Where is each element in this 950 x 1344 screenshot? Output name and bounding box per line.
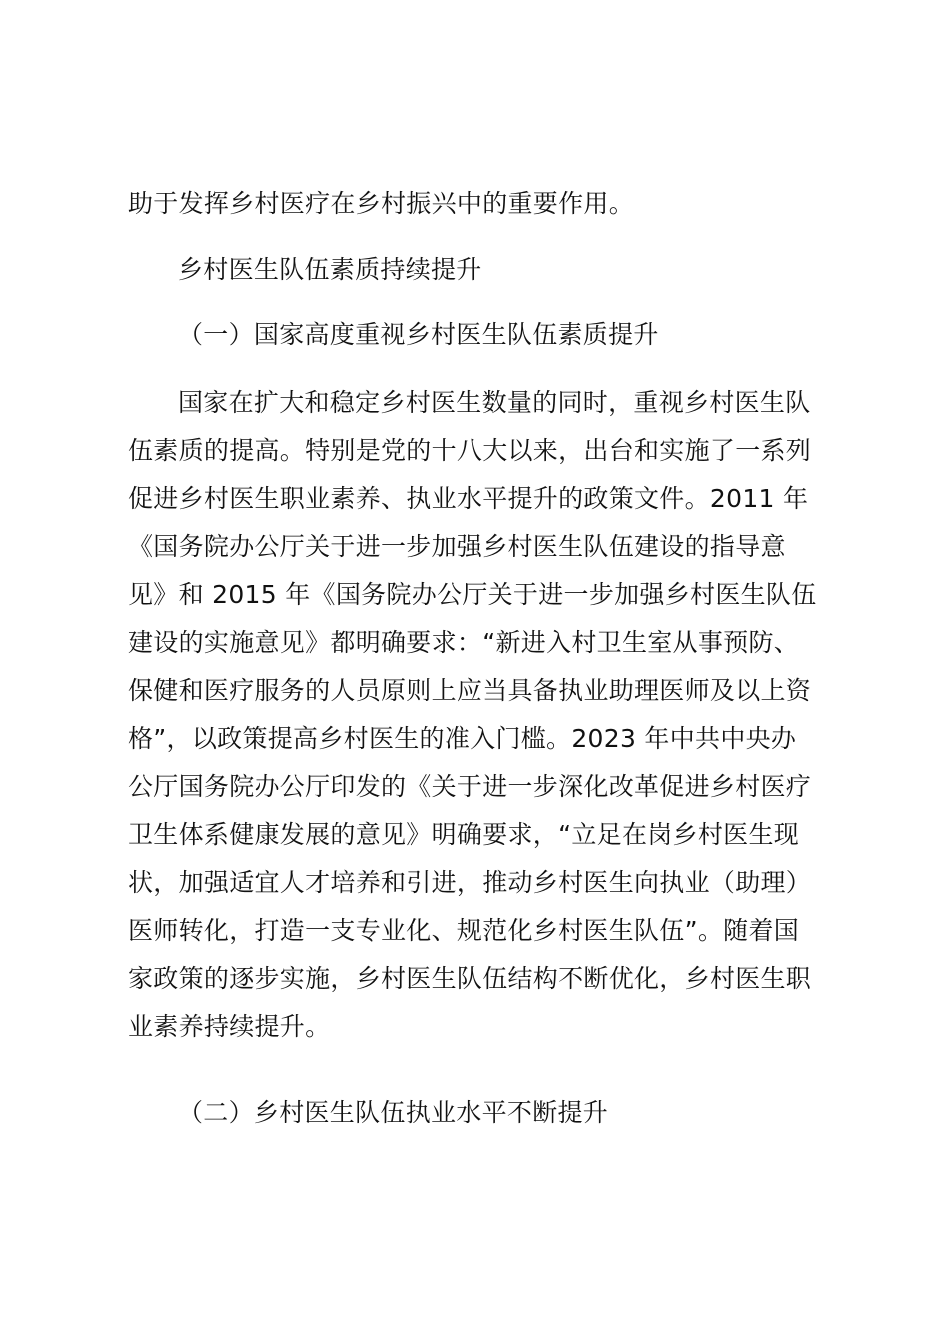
paragraph-line: 见》和 2015 年《国务院办公厅关于进一步加强乡村医生队伍: [128, 580, 817, 609]
subsection-2-title: （二）乡村医生队伍执业水平不断提升: [178, 1098, 609, 1127]
paragraph-line: 建设的实施意见》都明确要求：“新进入村卫生室从事预防、: [128, 628, 800, 657]
section-title: 乡村医生队伍素质持续提升: [178, 255, 482, 284]
paragraph-line: 家政策的逐步实施，乡村医生队伍结构不断优化，乡村医生职: [128, 964, 812, 993]
paragraph-line: 国家在扩大和稳定乡村医生数量的同时，重视乡村医生队: [178, 388, 811, 417]
paragraph-line: 公厅国务院办公厅印发的《关于进一步深化改革促进乡村医疗: [128, 772, 812, 801]
intro-line: 助于发挥乡村医疗在乡村振兴中的重要作用。: [128, 189, 635, 218]
paragraph-line: 《国务院办公厅关于进一步加强乡村医生队伍建设的指导意: [128, 532, 786, 561]
paragraph-line: 促进乡村医生职业素养、执业水平提升的政策文件。2011 年: [128, 484, 809, 513]
paragraph-line: 医师转化，打造一支专业化、规范化乡村医生队伍”。随着国: [128, 916, 800, 945]
subsection-1-title: （一）国家高度重视乡村医生队伍素质提升: [178, 320, 659, 349]
paragraph-line: 格”，以政策提高乡村医生的准入门槛。2023 年中共中央办: [128, 724, 797, 753]
paragraph-line: 伍素质的提高。特别是党的十八大以来，出台和实施了一系列: [128, 436, 812, 465]
paragraph-line: 卫生体系健康发展的意见》明确要求，“立足在岗乡村医生现: [128, 820, 800, 849]
paragraph-line: 状，加强适宜人才培养和引进，推动乡村医生向执业（助理）: [128, 868, 812, 897]
paragraph-line: 保健和医疗服务的人员原则上应当具备执业助理医师及以上资: [128, 676, 812, 705]
paragraph-line: 业素养持续提升。: [128, 1012, 331, 1041]
